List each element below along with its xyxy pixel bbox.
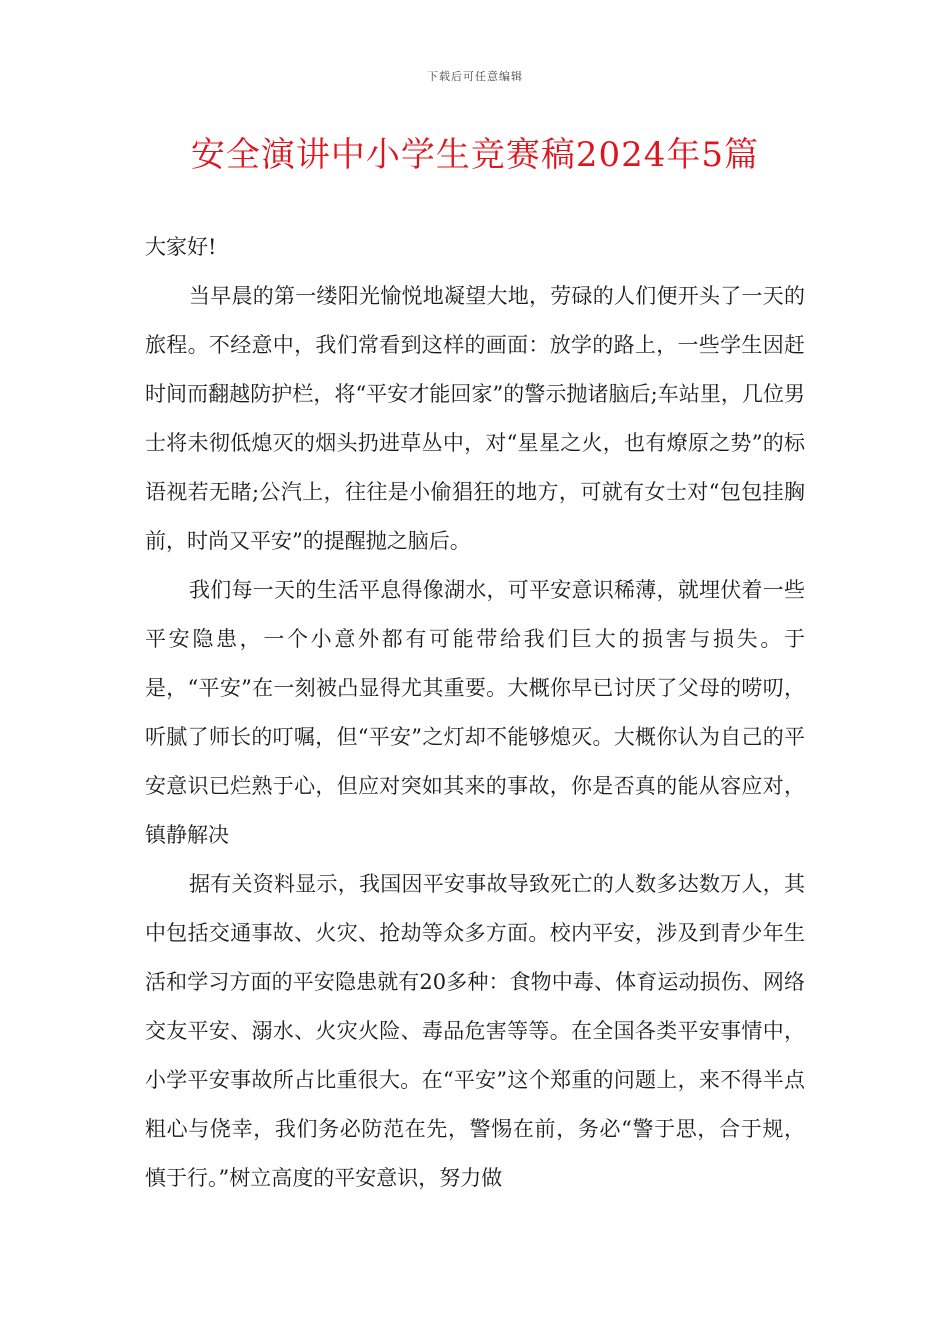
document-title: 安全演讲中小学生竞赛稿2024年5篇 [190, 135, 760, 175]
document-body [145, 223, 805, 1203]
paragraph-3: 据有关资料显示，我国因平安事故导致死亡的人数多达数万人，其中包括交通事故、火灾、抢劫等众多方面。校内平安，涉及到青少年生活和学习方面的平安隐患就有20多种：食物中毒、体育运动损伤、网络交友平安、溺水、火灾火险、毒品危害等等。在全国各类平安事情中，小学平安事故所占比重很大。在“平安”这个郑重的问题上，来不得半点粗心与侥幸，我们务必防范在先，警惕在前，务必“警于思，合于规，慎于行。”树立高度的平安意识，努力做 [145, 872, 805, 1190]
paragraph-2: 我们每一天的生活平息得像湖水，可平安意识稀薄，就埋伏着一些平安隐患，一个小意外都有可能带给我们巨大的损害与损失。于是，“平安”在一刻被凸显得尤其重要。大概你早已讨厌了父母的唠叨，听腻了师长的叮嘱，但“平安”之灯却不能够熄灭。大概你认为自己的平安意识已烂熟于心，但应对突如其来的事故，你是否真的能从容应对，镇静解决 [145, 578, 805, 847]
header-note: 下载后可任意编辑 [427, 70, 523, 83]
paragraph-1: 当早晨的第一缕阳光愉悦地凝望大地，劳碌的人们便开头了一天的旅程。不经意中，我们常看到这样的画面：放学的路上，一些学生因赶时间而翻越防护栏，将“平安才能回家”的警示抛诸脑后;车站里，几位男士将未彻低熄灭的烟头扔进草丛中，对“星星之火，也有燎原之势”的标语视若无睹;公汽上，往往是小偷猖狂的地方，可就有女士对“包包挂胸前，时尚又平安”的提醒抛之脑后。 [145, 284, 805, 553]
greeting: 大家好! [145, 235, 217, 259]
